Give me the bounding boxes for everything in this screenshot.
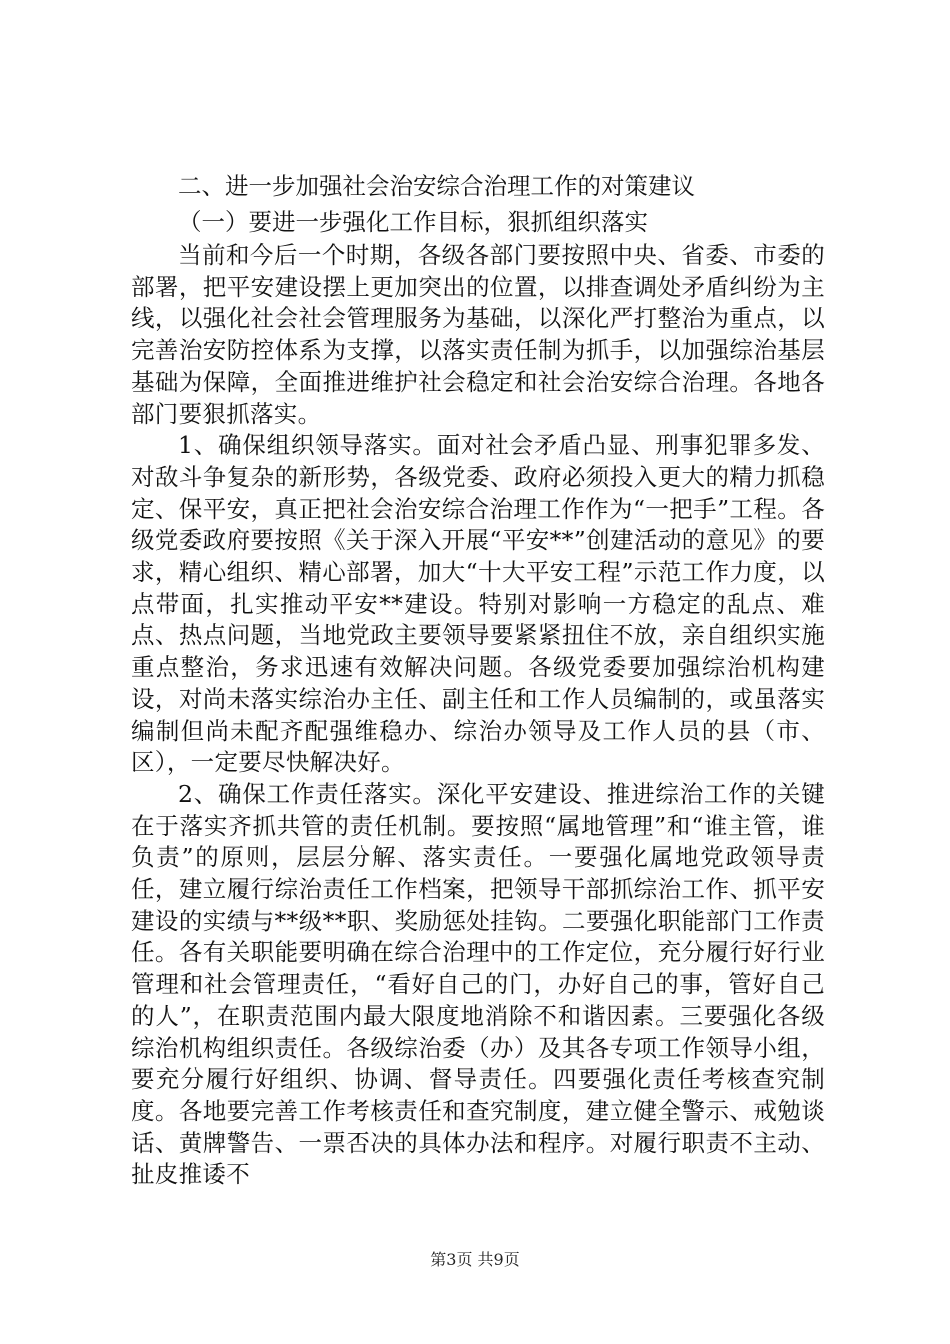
paragraph-responsibility: 2、确保工作责任落实。深化平安建设、推进综治工作的关键在于落实齐抓共管的责任机制。要按照“属地管理”和“谁主管，谁负责”的原则，层层分解、落实责任。一要强化属地党政领导责任，建立履行综治责任工作档案，把领导干部抓综治工作、抓平安建设的实绩与**级**职、奖励惩处挂钩。二要强化职能部门工作责任。各有关职能要明确在综合治理中的工作定位，充分履行好行业管理和社会管理责任，“看好自己的门，办好自己的事，管好自己的人”，在职责范围内最大限度地消除不和谐因素。三要强化各级综治机构组织责任。各级综治委（办）及其各专项工作领导小组，要充分履行好组织、协调、督导责任。四要强化责任考核查究制度。各地要完善工作考核责任和查究制度，建立健全警示、戒勉谈话、黄牌警告、一票否决的具体办法和程序。对履行职责不主动、扯皮推诿不 bbox=[131, 779, 825, 1189]
paragraph-intro: 当前和今后一个时期，各级各部门要按照中央、省委、市委的部署，把平安建设摆上更加突出的位置，以排查调处矛盾纠纷为主线，以强化社会社会管理服务为基础，以深化严打整治为重点，以完善治安防控体系为支撑，以落实责任制为抓手，以加强综治基层基础为保障，全面推进维护社会稳定和社会治安综合治理。各地各部门要狠抓落实。 bbox=[131, 241, 825, 428]
document-body bbox=[131, 168, 825, 1191]
paragraph-organization: 1、确保组织领导落实。面对社会矛盾凸显、刑事犯罪多发、对敌斗争复杂的新形势，各级党委、政府必须投入更大的精力抓稳定、保平安，真正把社会治安综合治理工作作为“一把手”工程。各级党委政府要按照《关于深入开展“平安**”创建活动的意见》的要求，精心组织、精心部署，加大“十大平安工程”示范工作力度，以点带面，扎实推动平安**建设。特别对影响一方稳定的乱点、难点、热点问题，当地党政主要领导要紧紧扭住不放，亲自组织实施重点整治，务求迅速有效解决问题。各级党委要加强综治机构建设，对尚未落实综治办主任、副主任和工作人员编制的，或虽落实编制但尚未配齐配强维稳办、综治办领导及工作人员的县（市、区），一定要尽快解决好。 bbox=[131, 431, 825, 777]
page-number-footer: 第3页 共9页 bbox=[430, 1250, 520, 1269]
section-title: 二、进一步加强社会治安综合治理工作的对策建议 bbox=[178, 172, 695, 200]
subsection-title: （一）要进一步强化工作目标，狠抓组织落实 bbox=[178, 208, 648, 236]
